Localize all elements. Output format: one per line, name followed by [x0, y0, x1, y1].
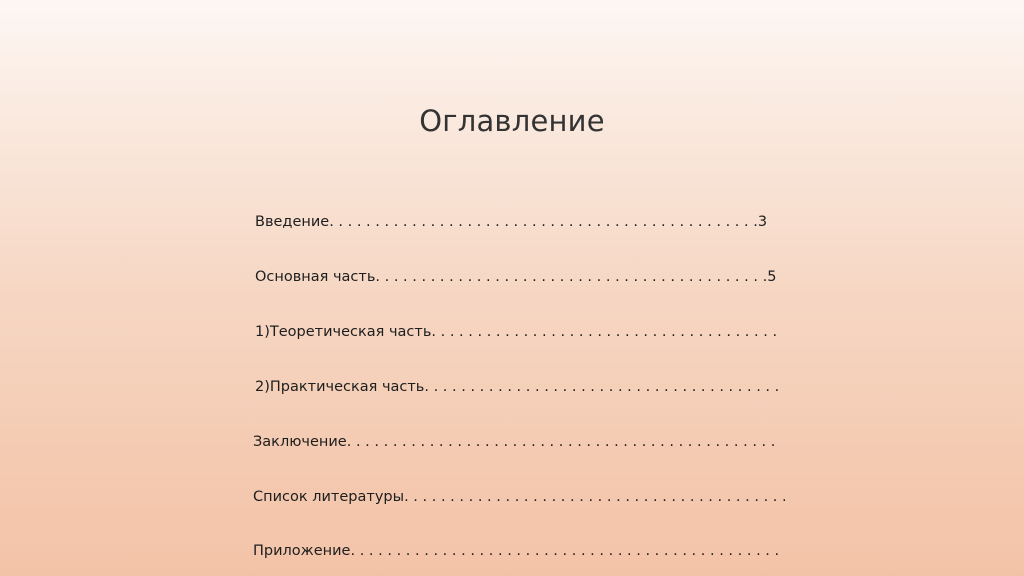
toc-entry-leader: . . . . . . . . . . . . . . . . . . . . . . . . . . . . . . . . . . . . . . .: [424, 379, 780, 395]
toc-entry-label: Список литературы: [253, 489, 405, 505]
toc-entry-label: Заключение: [253, 434, 347, 450]
toc-entry-leader: . . . . . . . . . . . . . . . . . . . . . . . . . . . . . . . . . . . . . .: [431, 324, 778, 340]
toc-entry: [255, 269, 776, 285]
toc-entry: [255, 214, 767, 230]
toc-entry: [255, 379, 779, 395]
toc-entry-label: 1)Теоретическая часть: [255, 324, 432, 340]
toc-entry-label: 2)Практическая часть: [255, 379, 425, 395]
toc-entry-label: Основная часть: [255, 269, 376, 285]
toc-entry-label: Приложение: [253, 543, 351, 559]
toc-entry: [255, 324, 777, 340]
toc-entry-leader: . . . . . . . . . . . . . . . . . . . . . . . . . . . . . . . . . . . . . . . . . . . . . . .: [346, 434, 776, 450]
toc-entry-leader: . . . . . . . . . . . . . . . . . . . . . . . . . . . . . . . . . . . . . . . . . . .: [375, 269, 768, 285]
toc-entry-page: 3: [757, 214, 768, 230]
toc-entry: [253, 489, 787, 505]
toc-entry-leader: . . . . . . . . . . . . . . . . . . . . . . . . . . . . . . . . . . . . . . . . . .: [404, 489, 787, 505]
toc-entry-page: 5: [767, 269, 777, 285]
toc-entry-label: Введение: [255, 214, 330, 230]
toc-entry: [253, 543, 779, 559]
toc-entry-leader: . . . . . . . . . . . . . . . . . . . . . . . . . . . . . . . . . . . . . . . . . . . . . . .: [329, 214, 758, 230]
toc-entry: [253, 434, 775, 450]
slide-title: Оглавление: [419, 104, 605, 138]
toc-entry-leader: . . . . . . . . . . . . . . . . . . . . . . . . . . . . . . . . . . . . . . . . . . . . . . .: [350, 543, 780, 559]
